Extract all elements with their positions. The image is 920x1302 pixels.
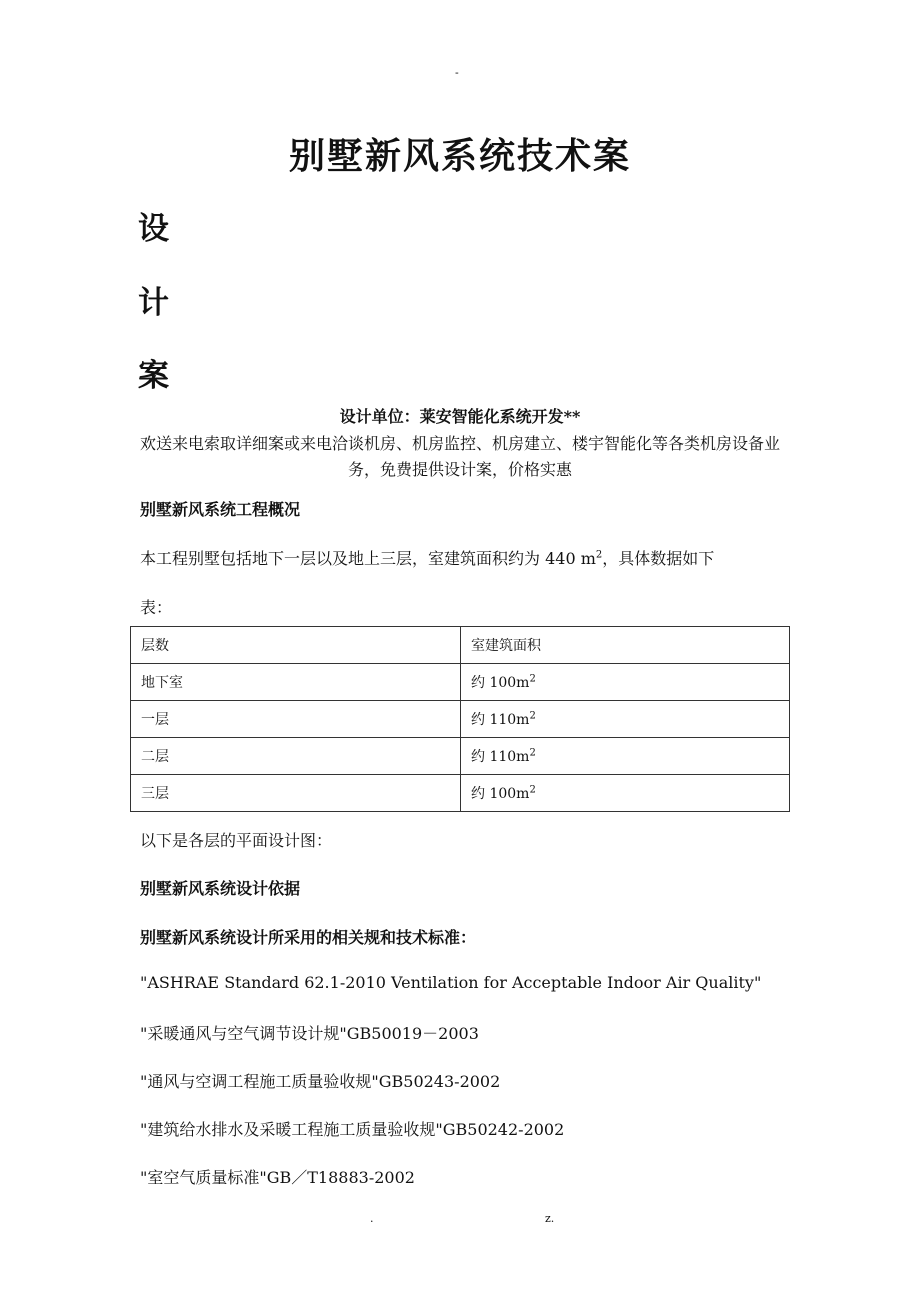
area-value: 约 110m <box>471 712 530 728</box>
footer-left-mark: . <box>370 1212 374 1225</box>
area-value: 约 100m <box>471 786 530 802</box>
table-header-cell: 室建筑面积 <box>461 627 790 664</box>
table-row <box>131 775 790 812</box>
section-heading-overview: 别墅新风系统工程概况 <box>140 500 301 519</box>
table-header-row <box>131 627 790 664</box>
area-cell <box>461 775 790 812</box>
floor-cell: 地下室 <box>131 664 461 701</box>
footer-right-mark: z. <box>545 1212 555 1225</box>
standard-item: "采暖通风与空气调节设计规"GB50019－2003 <box>140 1024 479 1043</box>
area-value: 约 110m <box>471 749 530 765</box>
overview-sup: 2 <box>595 549 603 561</box>
area-sup: 2 <box>529 784 536 796</box>
floor-cell: 一层 <box>131 701 461 738</box>
overview-text: 本工程别墅包括地下一层以及地上三层，室建筑面积约为 440 m <box>140 549 596 568</box>
overview-paragraph <box>140 546 714 569</box>
area-cell <box>461 701 790 738</box>
area-cell <box>461 738 790 775</box>
table-row <box>131 664 790 701</box>
floor-cell: 三层 <box>131 775 461 812</box>
document-title: 别墅新风系统技术案 <box>288 135 631 177</box>
area-sup: 2 <box>529 710 536 722</box>
section-heading-basis: 别墅新风系统设计依据 <box>140 879 301 898</box>
overview-tail: ，具体数据如下 <box>602 549 715 568</box>
standard-item: "ASHRAE Standard 62.1-2010 Ventilation for Acceptable Indoor Air Quality" <box>140 973 762 992</box>
area-value: 约 100m <box>471 675 530 691</box>
vertical-label-char-1: 设 <box>138 211 169 247</box>
floor-cell: 二层 <box>131 738 461 775</box>
table-row <box>131 738 790 775</box>
standard-item: "建筑给水排水及采暖工程施工质量验收规"GB50242-2002 <box>140 1120 565 1139</box>
area-sup: 2 <box>529 747 536 759</box>
vertical-label-char-2: 计 <box>138 285 169 321</box>
table-row <box>131 701 790 738</box>
intro-text: 欢送来电索取详细案或来电洽谈机房、机房监控、机房建立、楼宇智能化等各类机房设备业务，免费提供设计案，价格实惠 <box>140 434 781 479</box>
floor-plan-note: 以下是各层的平面设计图： <box>140 831 333 850</box>
area-sup: 2 <box>529 673 536 685</box>
table-header-cell: 层数 <box>131 627 461 664</box>
area-table <box>130 626 790 812</box>
vertical-label-char-3: 案 <box>138 358 169 394</box>
standard-item: "室空气质量标准"GB／T18883-2002 <box>140 1168 415 1187</box>
standard-item: "通风与空调工程施工质量验收规"GB50243-2002 <box>140 1072 501 1091</box>
section-heading-standards: 别墅新风系统设计所采用的相关规和技术标准： <box>140 928 477 947</box>
design-unit: 设计单位：莱安智能化系统开发** <box>339 407 581 426</box>
overview-paragraph-cont: 表： <box>140 598 173 617</box>
header-mark: - <box>455 66 459 79</box>
area-cell <box>461 664 790 701</box>
